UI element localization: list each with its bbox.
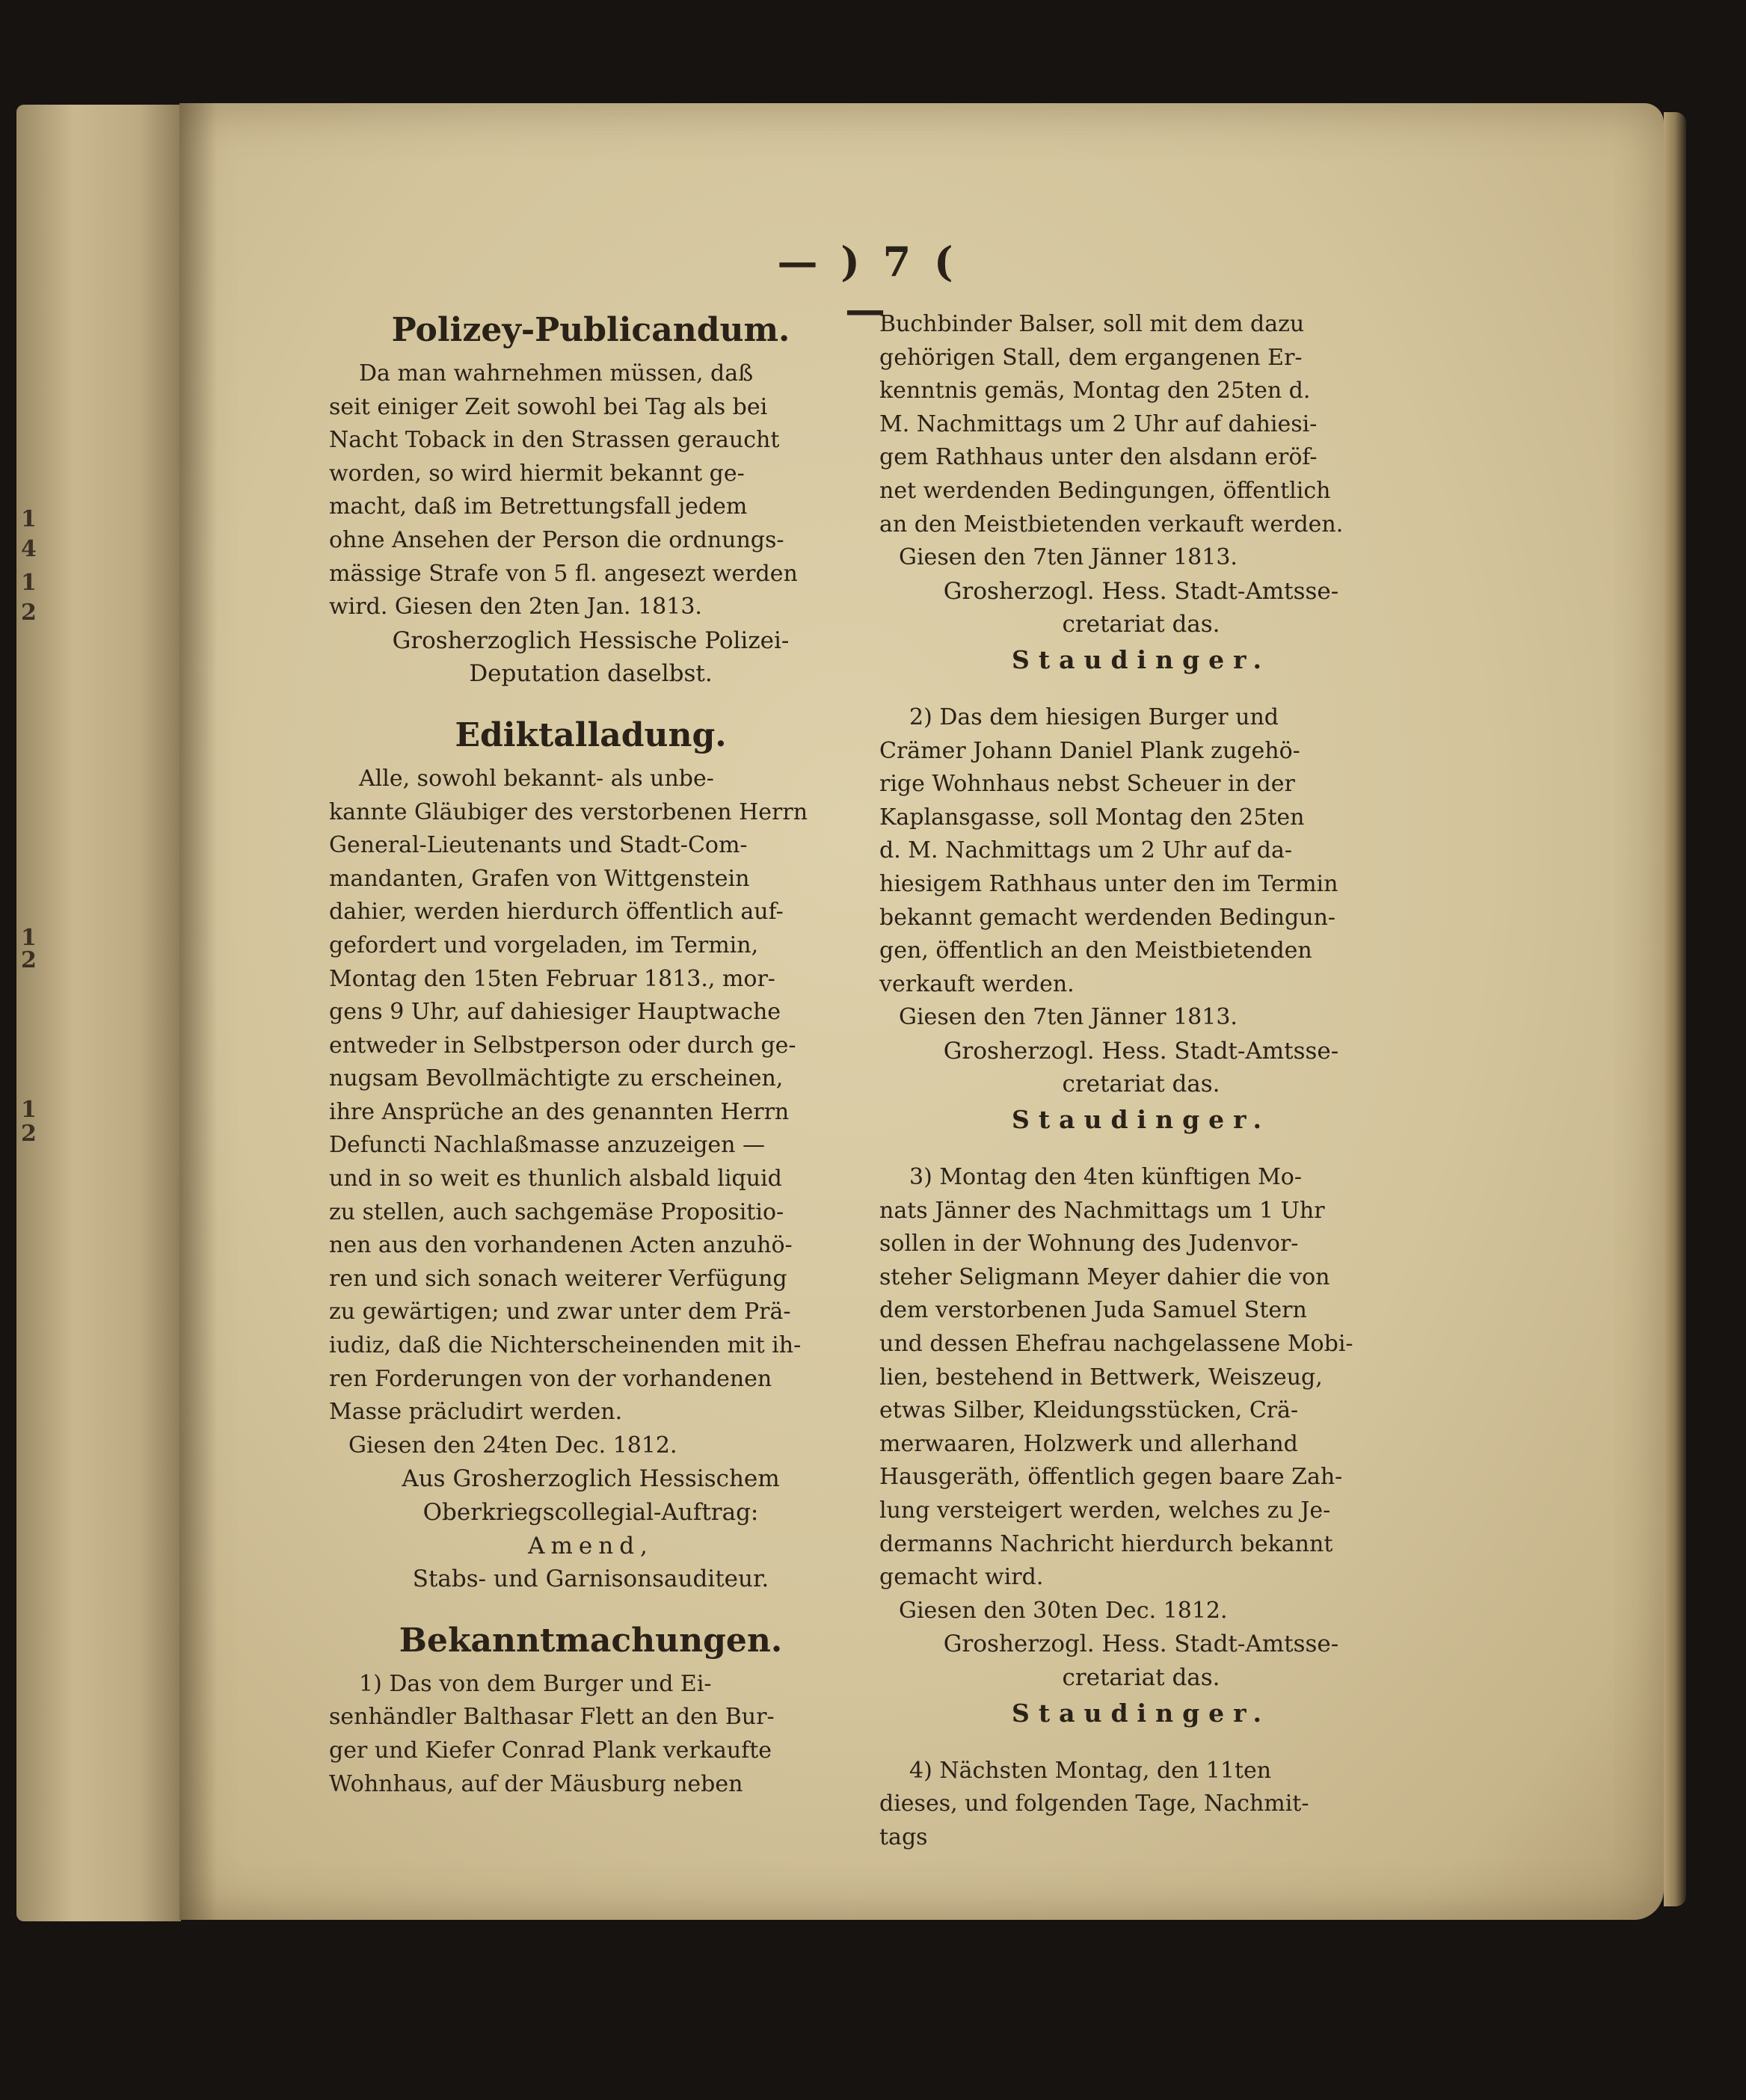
text-line: bekannt gemacht werdenden Bedingun- xyxy=(879,904,1336,931)
signature-line: cretariat das. xyxy=(1062,1071,1220,1098)
text-line: nen aus den vorhandenen Acten anzuhö- xyxy=(329,1232,793,1259)
text-line: ihre Ansprüche an des genannten Herrn xyxy=(329,1098,790,1125)
text-line: Nacht Toback in den Strassen geraucht xyxy=(329,427,780,454)
text-line: iudiz, daß die Nichterscheinenden mit ih- xyxy=(329,1332,802,1359)
section-heading: Ediktalladung. xyxy=(455,715,727,754)
notice-text xyxy=(879,1755,1403,1855)
text-line: und dessen Ehefrau nachgelassene Mobi- xyxy=(879,1331,1353,1358)
text-line: Defuncti Nachlaßmasse anzuzeigen — xyxy=(329,1132,766,1159)
left-page-margin xyxy=(21,105,170,1921)
margin-mark: 1 xyxy=(21,1097,37,1123)
text-line: etwas Silber, Kleidungsstücken, Crä- xyxy=(879,1397,1299,1424)
signature-line: Stabs- und Garnisonsauditeur. xyxy=(412,1565,769,1593)
text-line: gen, öffentlich an den Meistbietenden xyxy=(879,937,1312,964)
text-line: verkauft werden. xyxy=(879,970,1075,997)
signature-name: Staudinger. xyxy=(1012,1698,1270,1728)
text-line: ren und sich sonach weiterer Verfügung xyxy=(329,1265,787,1292)
text-line: kannte Gläubiger des verstorbenen Herrn xyxy=(329,798,808,825)
signature-name: Amend, xyxy=(528,1532,654,1559)
text-line: Montag den 15ten Februar 1813., mor- xyxy=(329,965,775,992)
text-line: ohne Ansehen der Person die ordnungs- xyxy=(329,526,784,553)
text-line: Hausgeräth, öffentlich gegen baare Zah- xyxy=(879,1464,1343,1491)
text-line: net werdenden Bedingungen, öffentlich xyxy=(879,477,1331,504)
signature-line: Aus Grosherzoglich Hessischem xyxy=(402,1465,780,1493)
text-line: sollen in der Wohnung des Judenvor- xyxy=(879,1231,1299,1257)
text-line: senhändler Balthasar Flett an den Bur- xyxy=(329,1704,775,1731)
text-line: ren Forderungen von der vorhandenen xyxy=(329,1365,772,1392)
text-line: 1) Das von dem Burger und Ei- xyxy=(359,1670,712,1697)
notice-text xyxy=(879,701,1403,1001)
text-line: Da man wahrnehmen müssen, daß xyxy=(359,360,754,387)
margin-mark: 2 xyxy=(21,947,37,973)
text-line: Crämer Johann Daniel Plank zugehö- xyxy=(879,737,1300,764)
text-line: dahier, werden hierdurch öffentlich auf- xyxy=(329,899,784,926)
text-line: 4) Nächsten Montag, den 11ten xyxy=(909,1757,1272,1784)
signature-line: cretariat das. xyxy=(1062,611,1220,638)
text-line: worden, so wird hiermit bekannt ge- xyxy=(329,460,745,487)
text-line: seit einiger Zeit sowohl bei Tag als bei xyxy=(329,393,768,420)
text-line: an den Meistbietenden verkauft werden. xyxy=(879,511,1344,538)
text-line: 2) Das dem hiesigen Burger und xyxy=(909,703,1279,730)
text-line: zu stellen, auch sachgemäse Propositio- xyxy=(329,1198,784,1225)
text-line: General-Lieutenants und Stadt-Com- xyxy=(329,832,748,859)
margin-mark: 1 xyxy=(21,925,37,951)
text-line: rige Wohnhaus nebst Scheuer in der xyxy=(879,771,1295,798)
text-line: nugsam Bevollmächtigte zu erscheinen, xyxy=(329,1065,784,1092)
catchword: tags xyxy=(879,1823,928,1850)
margin-mark: 2 xyxy=(21,1121,37,1147)
page-number-header: — ) 7 ( — xyxy=(777,238,958,333)
text-line: gem Rathhaus unter den alsdann eröf- xyxy=(879,444,1318,471)
signature-name: Staudinger. xyxy=(1012,644,1270,674)
text-line: und in so weit es thunlich alsbald liquid xyxy=(329,1166,782,1192)
signature-line: Oberkriegscollegial-Auftrag: xyxy=(422,1499,759,1526)
text-line: dem verstorbenen Juda Samuel Stern xyxy=(879,1297,1307,1324)
text-line: gens 9 Uhr, auf dahiesiger Hauptwache xyxy=(329,999,781,1026)
notice-text xyxy=(329,763,852,1429)
text-line: 3) Montag den 4ten künftigen Mo- xyxy=(909,1164,1302,1191)
text-line: zu gewärtigen; und zwar unter dem Prä- xyxy=(329,1299,791,1325)
text-line: gemacht wird. xyxy=(879,1564,1044,1591)
notice-text xyxy=(329,1668,852,1801)
place-date-line: Giesen den 24ten Dec. 1812. xyxy=(348,1432,677,1459)
text-line: Kaplansgasse, soll Montag den 25ten xyxy=(879,804,1305,831)
text-line: Buchbinder Balser, soll mit dem dazu xyxy=(879,311,1305,337)
text-line: lien, bestehend in Bettwerk, Weiszeug, xyxy=(879,1364,1323,1391)
margin-mark: 1 xyxy=(21,506,37,532)
text-line: wird. Giesen den 2ten Jan. 1813. xyxy=(329,594,702,621)
page-edge xyxy=(1664,112,1686,1906)
text-line: macht, daß im Betrettungsfall jedem xyxy=(329,493,748,520)
left-column xyxy=(329,308,852,1801)
text-line: Alle, sowohl bekannt- als unbe- xyxy=(359,765,714,792)
text-line: Wohnhaus, auf der Mäusburg neben xyxy=(329,1770,743,1797)
signature-name: Staudinger. xyxy=(1012,1105,1270,1135)
signature-line: Grosherzoglich Hessische Polizei- xyxy=(392,626,790,654)
text-line: dermanns Nachricht hierdurch bekannt xyxy=(879,1530,1333,1557)
signature-line: cretariat das. xyxy=(1062,1663,1220,1691)
text-line: mässige Strafe von 5 fl. angesezt werden xyxy=(329,560,798,587)
text-line: Masse präcludirt werden. xyxy=(329,1399,623,1426)
place-date-line: Giesen den 7ten Jänner 1813. xyxy=(899,1004,1238,1031)
text-line: gehörigen Stall, dem ergangenen Er- xyxy=(879,344,1303,371)
text-line: hiesigem Rathhaus unter den im Termin xyxy=(879,870,1338,897)
notice-text xyxy=(329,357,852,624)
text-line: kenntnis gemäs, Montag den 25ten d. xyxy=(879,378,1311,404)
place-date-line: Giesen den 7ten Jänner 1813. xyxy=(899,544,1238,571)
margin-mark: 2 xyxy=(21,600,37,626)
margin-mark: 1 xyxy=(21,570,37,596)
place-date-line: Giesen den 30ten Dec. 1812. xyxy=(899,1597,1228,1624)
signature-line: Grosherzogl. Hess. Stadt-Amtsse- xyxy=(943,577,1339,605)
notice-text xyxy=(879,308,1403,541)
notice-text xyxy=(879,1161,1403,1595)
text-line: steher Seligmann Meyer dahier die von xyxy=(879,1263,1330,1290)
signature-line: Grosherzogl. Hess. Stadt-Amtsse- xyxy=(943,1631,1339,1658)
text-line: nats Jänner des Nachmittags um 1 Uhr xyxy=(879,1197,1325,1224)
margin-mark: 4 xyxy=(21,536,37,562)
text-line: M. Nachmittags um 2 Uhr auf dahiesi- xyxy=(879,410,1318,437)
text-line: dieses, und folgenden Tage, Nachmit- xyxy=(879,1790,1309,1817)
text-line: ger und Kiefer Conrad Plank verkaufte xyxy=(329,1737,772,1764)
text-line: merwaaren, Holzwerk und allerhand xyxy=(879,1430,1298,1457)
signature-line: Grosherzogl. Hess. Stadt-Amtsse- xyxy=(943,1037,1339,1065)
text-line: lung versteigert werden, welches zu Je- xyxy=(879,1497,1331,1524)
page-gutter-shadow xyxy=(179,103,217,1920)
section-heading: Polizey-Publicandum. xyxy=(391,311,790,349)
text-line: mandanten, Grafen von Wittgenstein xyxy=(329,865,750,892)
text-line: d. M. Nachmittags um 2 Uhr auf da- xyxy=(879,837,1292,864)
signature-line: Deputation daselbst. xyxy=(469,660,713,688)
section-heading: Bekanntmachungen. xyxy=(399,1621,783,1660)
right-column xyxy=(879,308,1403,1854)
text-line: gefordert und vorgeladen, im Termin, xyxy=(329,932,759,958)
text-line: entweder in Selbstperson oder durch ge- xyxy=(329,1032,796,1059)
